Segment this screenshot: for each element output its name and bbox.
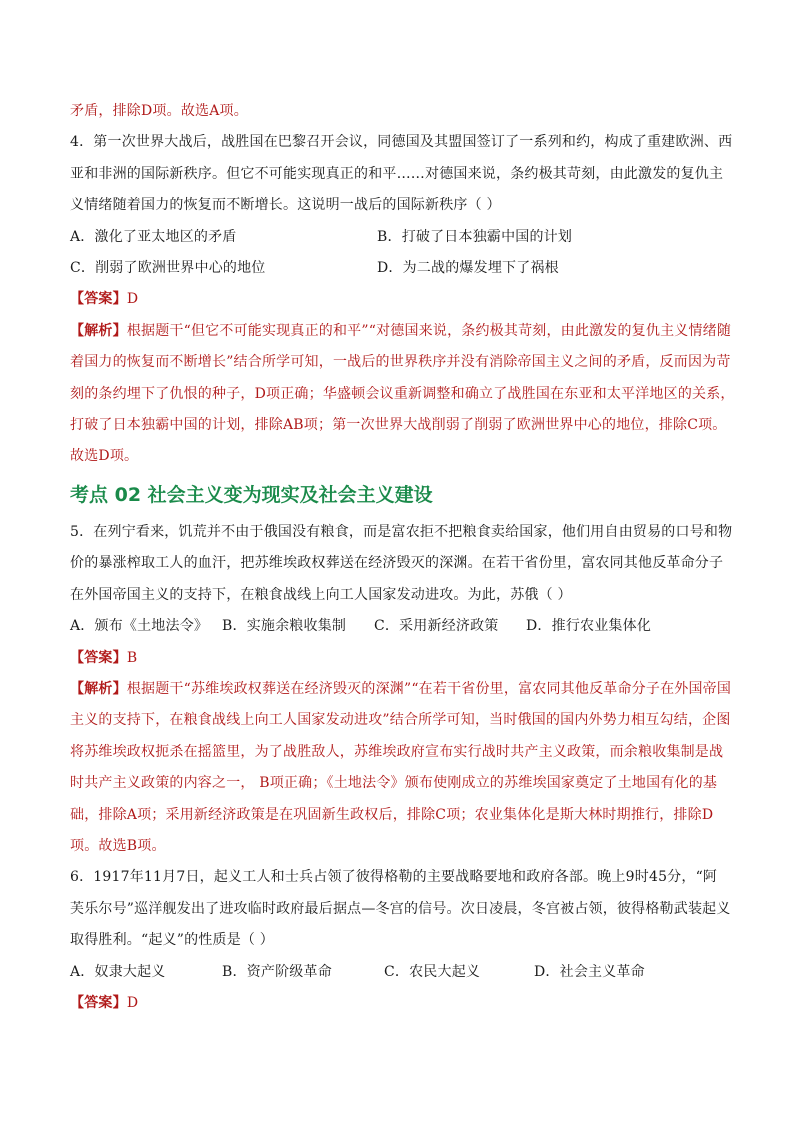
option-c: C．采用新经济政策 <box>374 618 499 635</box>
option-b: B．资产阶级革命 <box>222 963 332 980</box>
option-d: D．社会主义革命 <box>534 963 645 980</box>
analysis-line <box>70 674 730 705</box>
analysis-line: 时共产主义政策的内容之一， B项正确；《土地法令》颁布使刚成立的苏维埃国家奠定了土地国有化的基 <box>70 775 718 792</box>
analysis-line: 将苏维埃政权扼杀在摇篮里，为了战胜敌人，苏维埃政府宣布实行战时共产主义政策，而余粮收集制是战 <box>70 743 724 760</box>
option-a: A．激化了亚太地区的矛盾 <box>70 228 237 245</box>
question-text-line: 取得胜利。“起义”的性质是（ ） <box>70 932 274 949</box>
options-row <box>70 222 730 253</box>
analysis-line: 项。故选B项。 <box>70 837 166 854</box>
answer-line <box>70 643 730 674</box>
question-text-line: 义情绪随着国力的恢复而不断增长。这说明一战后的国际新秩序（ ） <box>70 197 501 214</box>
analysis-text: 根据题干“但它不可能实现真正的和平”“对德国来说，条约极其苛刻，由此激发的复仇主义情绪随 <box>126 322 732 339</box>
option-a: A．颁布《土地法令》 <box>70 618 209 635</box>
question-text-line: 芙乐尔号”巡洋舰发出了进攻临时政府最后据点—冬宫的信号。次日凌晨，冬宫被占领，彼得格勒武装起义 <box>70 900 731 917</box>
answer-label: 【答案】 <box>70 291 127 308</box>
option-b: B．实施余粮收集制 <box>222 618 347 635</box>
question-6 <box>70 862 730 1019</box>
analysis-line: 刻的条约埋下了仇恨的种子，D项正确；华盛顿会议重新调整和确立了战胜国在东亚和太平洋地区的关系， <box>70 385 735 402</box>
options-row <box>70 957 730 988</box>
question-text-line: 亚和非洲的国际新秩序。但它不可能实现真正的和平……对德国来说，条约极其苛刻，由此激发的复仇主 <box>70 165 724 182</box>
analysis-line: 着国力的恢复而不断增长”结合所学可知，一战后的世界秩序并没有消除帝国主义之间的矛盾，反而因为苛 <box>70 354 731 371</box>
answer-label: 【答案】 <box>70 649 127 666</box>
analysis-text: 根据题干“苏维埃政权葬送在经济毁灭的深渊”“在若干省份里，富农同其他反革命分子在外国帝国 <box>126 680 732 697</box>
option-d: D．推行农业集体化 <box>526 618 652 635</box>
answer-line <box>70 284 730 315</box>
option-a: A．奴隶大起义 <box>70 963 166 980</box>
answer-label: 【答案】 <box>70 994 127 1011</box>
option-c: C．农民大起义 <box>384 963 481 980</box>
question-text-line: 在外国帝国主义的支持下，在粮食战线上向工人国家发动进攻。为此，苏俄（ ） <box>70 586 572 603</box>
question-text-line: 6．1917年11月7日，起义工人和士兵占领了彼得格勒的主要战略要地和政府各部。晚上9时45分，“阿 <box>70 869 718 886</box>
analysis-line <box>70 316 730 347</box>
analysis-label: 【解析】 <box>70 322 127 339</box>
question-text-line: 4．第一次世界大战后，战胜国在巴黎召开会议，同德国及其盟国签订了一系列和约，构成了重建欧洲、西 <box>70 134 733 151</box>
options-row <box>70 611 730 642</box>
options-row <box>70 253 730 284</box>
question-4 <box>70 127 735 472</box>
analysis-line: 础，排除A项；采用新经济政策是在巩固新生政权后，排除C项；农业集体化是斯大林时期推行，排除D <box>70 806 714 823</box>
answer-value: D <box>126 291 139 308</box>
answer-value: B <box>126 649 138 666</box>
answer-value: D <box>126 994 139 1011</box>
analysis-line: 主义的支持下，在粮食战线上向工人国家发动进攻”结合所学可知，当时俄国的国内外势力相互勾结，企图 <box>70 712 731 729</box>
analysis-line: 打破了日本独霸中国的计划，排除AB项；第一次世界大战削弱了削弱了欧洲世界中心的地位，排除C项。 <box>70 417 727 434</box>
option-b: B．打破了日本独霸中国的计划 <box>377 228 573 245</box>
option-d: D．为二战的爆发埋下了祸根 <box>377 260 559 277</box>
question-5 <box>70 517 733 862</box>
previous-answer-tail: 矛盾，排除D项。故选A项。 <box>70 103 248 119</box>
analysis-label: 【解析】 <box>70 680 127 697</box>
answer-line <box>70 988 730 1019</box>
question-text-line: 5．在列宁看来，饥荒并不由于俄国没有粮食，而是富农拒不把粮食卖给国家，他们用自由贸易的口号和物 <box>70 523 733 540</box>
option-c: C．削弱了欧洲世界中心的地位 <box>70 260 266 277</box>
question-text-line: 价的暴涨榨取工人的血汗，把苏维埃政权葬送在经济毁灭的深渊。在若干省份里，富农同其他反革命分子 <box>70 555 724 572</box>
document-page <box>70 96 735 1019</box>
section-heading: 考点 02 社会主义变为现实及社会主义建设 <box>70 483 433 506</box>
analysis-line: 故选D项。 <box>70 448 139 465</box>
